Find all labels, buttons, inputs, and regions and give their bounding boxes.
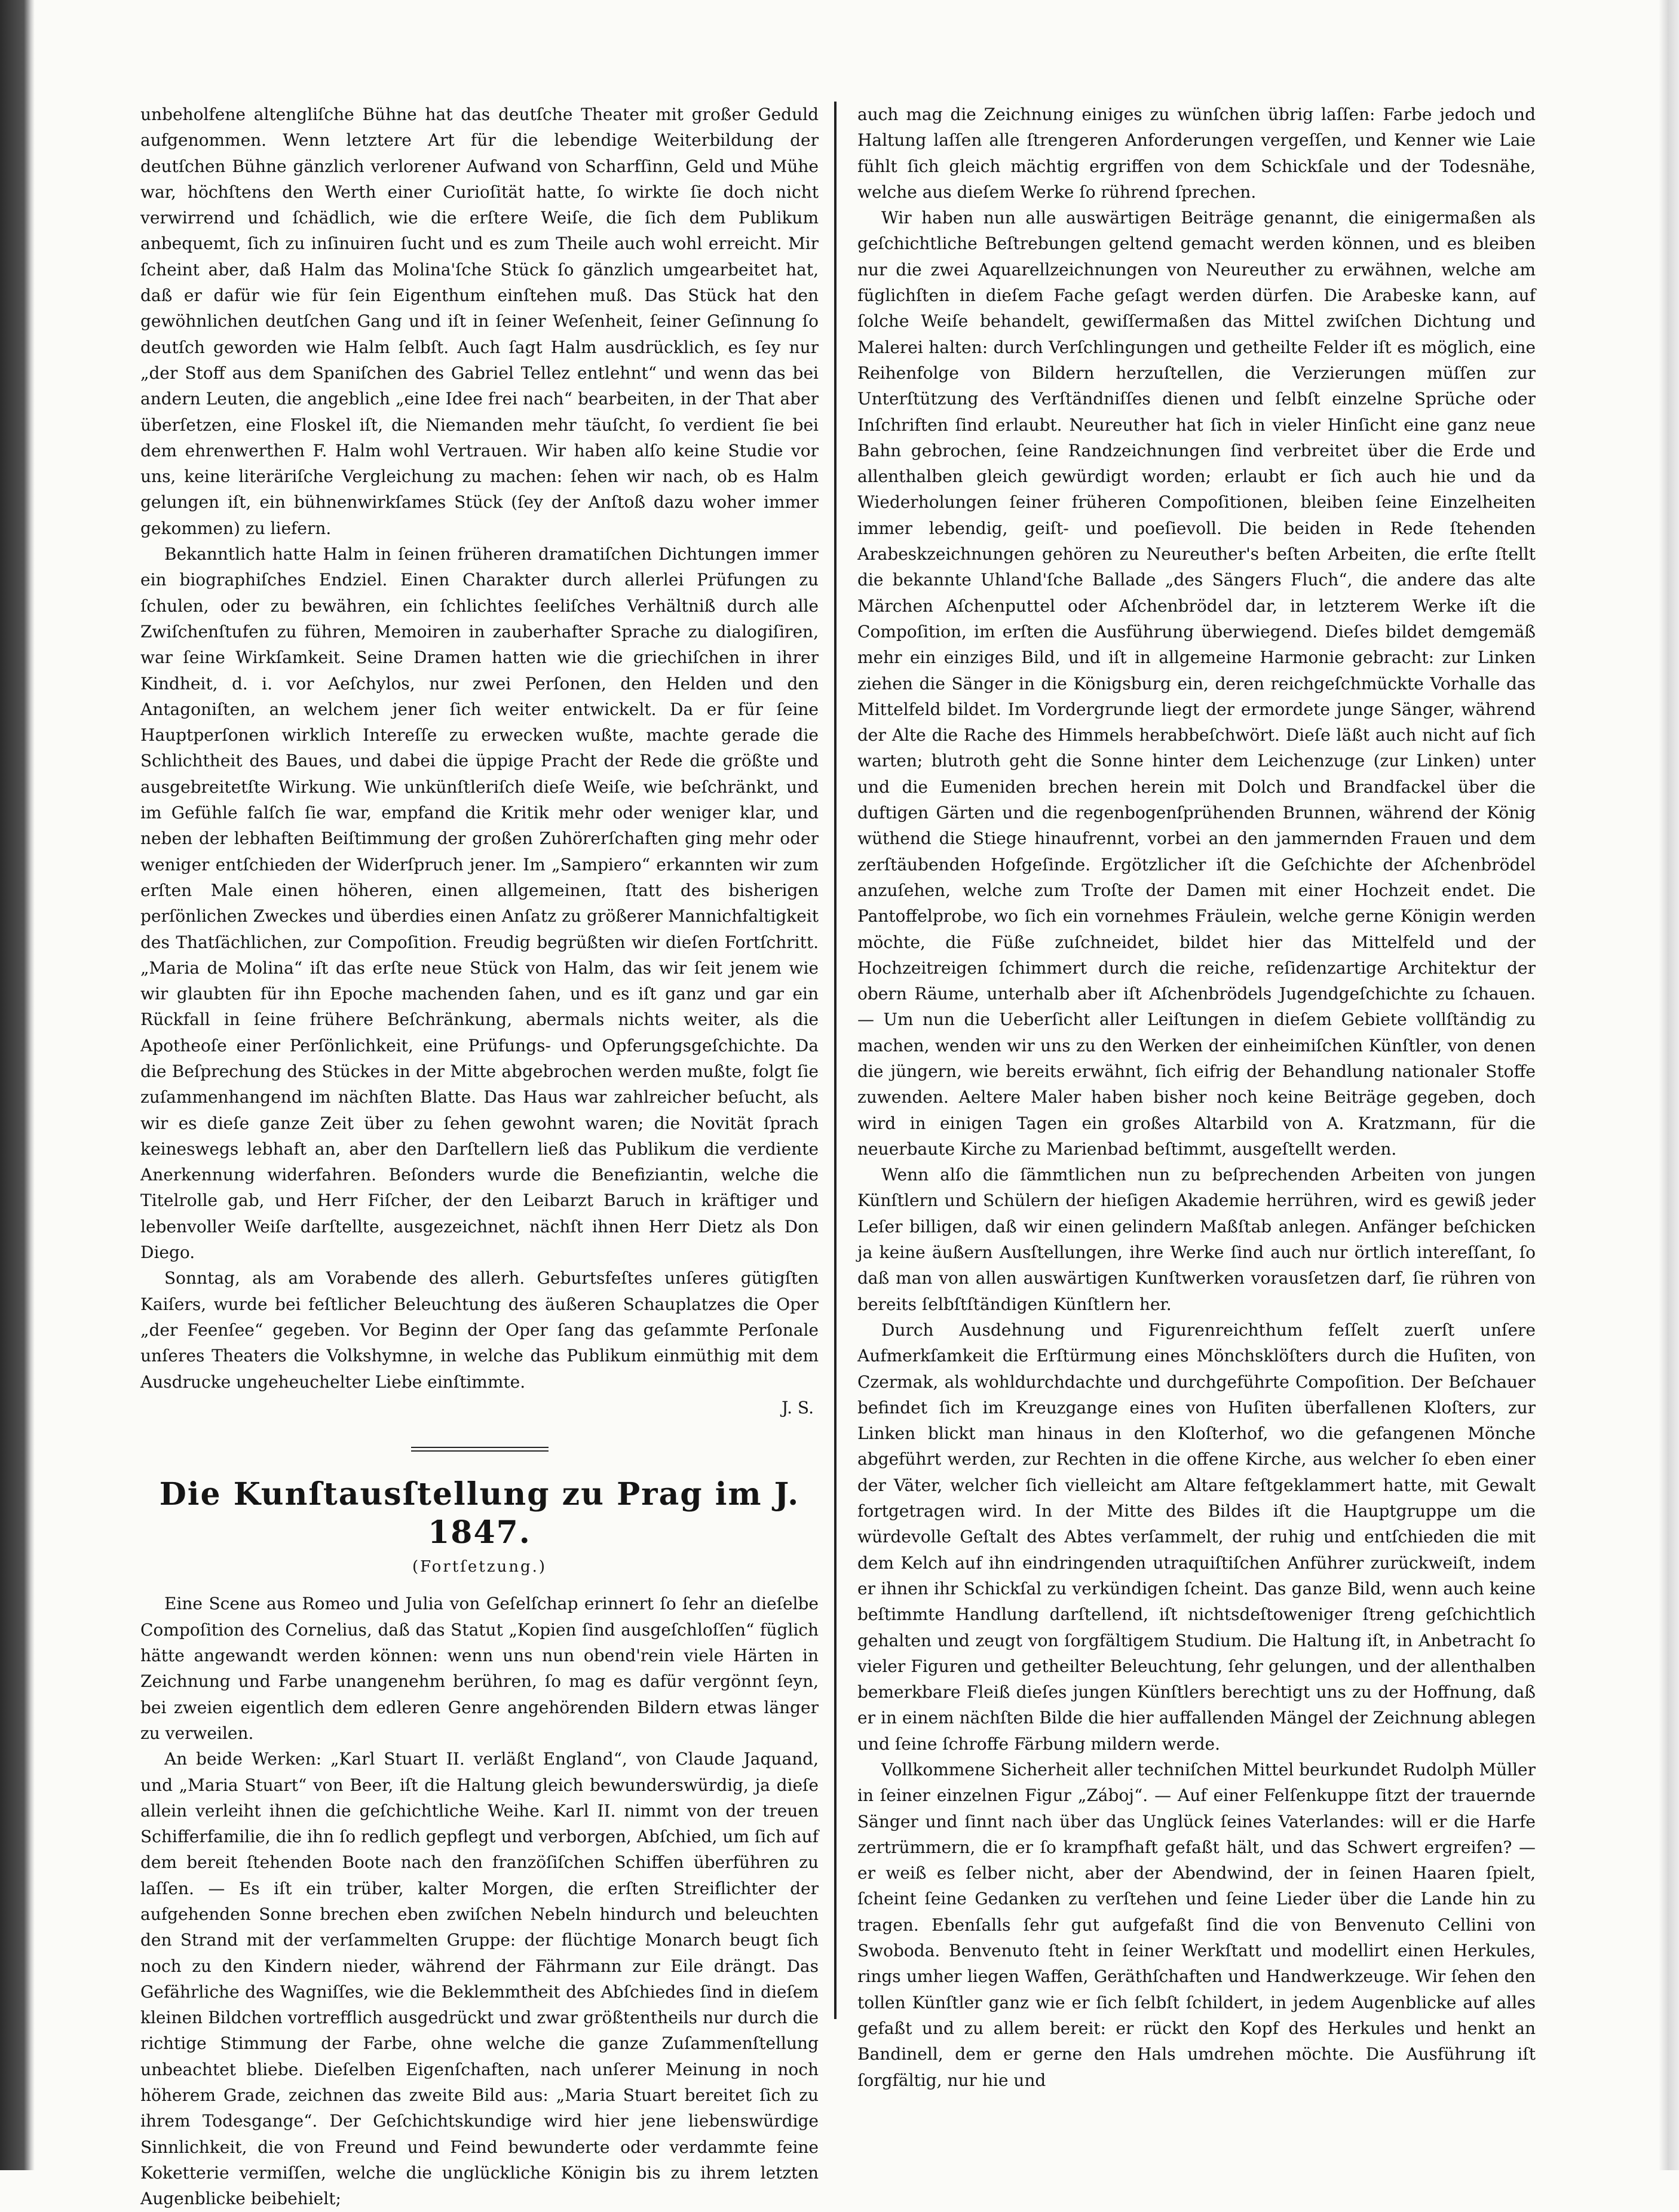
section-separator <box>411 1447 549 1452</box>
article-paragraph: An beide Werken: „Karl Stuart II. verläßt England“, von Claude Jaquand, und „Maria Stuart“ von Beer, iſt die Haltung gleich bewunderswürdig, ja dieſe allein verleiht ihnen die geſchichtliche Weihe. Karl II. nimmt von der treuen Schifferfamilie, die ihn ſo redlich gepflegt und verborgen, Abſchied, um ſich auf dem bereit ſtehenden Boote nach den franzöſiſchen Schiffen überführen zu laſſen. — Es iſt ein trüber, kalter Morgen, die erſten Streiflichter der aufgehenden Sonne brechen eben zwiſchen Nebeln hindurch und beleuchten den Strand mit der verſammelten Gruppe: der flüchtige Monarch beugt ſich noch zu den Kindern nieder, während der Fährmann zur Eile drängt. Das Gefährliche des Wagniſſes, wie die Beklemmtheit des Abſchiedes ſind in dieſem kleinen Bildchen vortrefflich ausgedrückt und zwar größtentheils nur durch die richtige Stimmung der Farbe, ohne welche die ganze Zuſammenſtellung unbeachtet bliebe. Dieſelben Eigenſchaften, nach unſerer Meinung in noch höherem Grade, zeichnen das zweite Bild aus: „Maria Stuart bereitet ſich zu ihrem Todesgange“. Der Geſchichtskundige wird hier jene liebenswürdige Sinnlichkeit, die von Freund und Feind bewunderte oder verdammte feine Koketterie vermiſſen, welche die unglückliche Königin bis zu ihrem letzten Augenblicke beibehielt; <box>140 1749 819 2209</box>
book-gutter-left <box>0 0 35 2170</box>
article-paragraph: auch mag die Zeichnung einiges zu wünſchen übrig laſſen: Farbe jedoch und Haltung laſſen alle ſtrengeren Anforderungen vergeſſen, und Kenner wie Laie fühlt ſich gleich mächtig ergriffen von dem Schickſale und der Todesnähe, welche aus dieſem Werke ſo rührend ſprechen. <box>857 105 1536 202</box>
column-divider <box>834 102 837 2019</box>
author-signature: J. S. <box>782 1397 814 1418</box>
right-column <box>857 102 1536 2090</box>
theater-review-paragraph: unbeholfene altengliſche Bühne hat das deutſche Theater mit großer Geduld aufgenommen. Wenn letztere Art für die lebendige Weiterbildung der deutſchen Bühne gänzlich verlorener Aufwand von Scharfſinn, Geld und Mühe war, höchſtens den Werth einer Curioſität hatte, ſo wirkte ſie doch nicht verwirrend und ſchädlich, wie die erſtere Weiſe, die ſich dem Publikum anbequemt, ſich zu inſinuiren ſucht und es zum Theile auch wohl erreicht. Mir ſcheint aber, daß Halm das Molina'ſche Stück ſo gänzlich umgearbeitet hat, daß er dafür wie für ſein Eigenthum einſtehen muß. Das Stück hat den gewöhnlichen deutſchen Gang und iſt in ſeiner Weſenheit, ſeiner Geſinnung ſo deutſch geworden wie Halm ſelbſt. Auch ſagt Halm ausdrücklich, es ſey nur „der Stoff aus dem Spaniſchen des Gabriel Tellez entlehnt“ und wenn das bei andern Leuten, die angeblich „eine Idee frei nach“ bearbeiten, in der That aber überſetzen, eine Floskel iſt, die Niemanden mehr täuſcht, ſo verdient ſie bei dem ehrenwerthen F. Halm wohl Vertrauen. Wir haben alſo keine Studie vor uns, keine literäriſche Vergleichung zu machen: ſehen wir nach, ob es Halm gelungen iſt, ein bühnenwirkſames Stück (ſey der Anſtoß dazu woher immer gekommen) zu liefern. <box>140 105 819 538</box>
article-paragraph: Wenn alſo die ſämmtlichen nun zu beſprechenden Arbeiten von jungen Künſtlern und Schülern der hieſigen Akademie herrühren, wird es gewiß jeder Leſer billigen, daß wir einen gelindern Maßſtab anlegen. Anfänger beſchicken ja keine äußern Ausſtellungen, ihre Werke ſind auch nur örtlich intereſſant, ſo daß man von allen auswärtigen Kunſtwerken vorausſetzen darf, ſie rühren von bereits ſelbſtſtändigen Künſtlern her. <box>857 1165 1536 1314</box>
article-headline: Die Kunſtausſtellung zu Prag im J. 1847. <box>159 1476 800 1551</box>
theater-review-paragraph: Sonntag, als am Vorabende des allerh. Geburtsfeſtes unſeres gütigſten Kaiſers, wurde bei feſtlicher Beleuchtung des äußeren Schauplatzes die Oper „der Feenſee“ gegeben. Vor Beginn der Oper ſang das geſammte Perſonale unſeres Theaters die Volkshymne, in welche das Publikum einmüthig mit dem Ausdrucke ungeheuchelter Liebe einſtimmte. <box>140 1268 819 1392</box>
article-subheadline: (Fortſetzung.) <box>412 1558 547 1576</box>
page-edge-right <box>1659 0 1679 2170</box>
article-paragraph: Vollkommene Sicherheit aller techniſchen Mittel beurkundet Rudolph Müller in ſeiner einzelnen Figur „Záboj“. — Auf einer Felſenkuppe ſitzt der trauernde Sänger und ſinnt nach über das Unglück ſeines Vaterlandes: will er die Harfe zertrümmern, die er ſo krampfhaft gefaßt hält, und das Schwert ergreifen? — er weiß es ſelber nicht, aber der Abendwind, der in ſeinen Haaren ſpielt, ſcheint ſeine Gedanken zu verſtehen und ſeine Lieder über die Lande hin zu tragen. Ebenſalls ſehr gut aufgefaßt ſind die von Benvenuto Cellini von Swoboda. Benvenuto ſteht in ſeiner Werkſtatt und modellirt einen Herkules, rings umher liegen Waffen, Geräthſchaften und Handwerkzeuge. Wir ſehen den tollen Künſtler ganz wie er ſich ſelbſt ſchildert, in jedem Augenblicke auf alles gefaßt und zu allem bereit: er rückt den Kopf des Herkules und henkt an Bandinell, dem er gerne den Hals umdrehen möchte. Die Ausführung iſt ſorgfältig, nur hie und <box>857 1760 1536 2090</box>
article-paragraph: Wir haben nun alle auswärtigen Beiträge genannt, die einigermaßen als geſchichtliche Beſtrebungen geltend gemacht werden können, und es bleiben nur die zwei Aquarellzeichnungen von Neureuther zu erwähnen, welche am füglichſten in dieſem Fache geſagt werden dürfen. Die Arabeske kann, auf ſolche Weiſe behandelt, gewiſſermaßen das Mittel zwiſchen Dichtung und Malerei halten: durch Verſchlingungen und getheilte Felder iſt es möglich, eine Reihenfolge von Bildern herzuſtellen, die Verzierungen müſſen zur Unterſtützung des Verſtändniſſes dienen und ſelbſt einzelne Sprüche oder Inſchriften ſind erlaubt. Neureuther hat ſich in vieler Hinſicht eine ganz neue Bahn gebrochen, ſeine Randzeichnungen ſind verbreitet über die Erde und allenthalben gleich gewürdigt worden; erlaubt er ſich auch hie und da Wiederholungen ſeiner früheren Compoſitionen, bleiben ſeine Einzelheiten immer lebendig, geiſt- und poeſievoll. Die beiden in Rede ſtehenden Arabeskzeichnungen gehören zu Neureuther's beſten Arbeiten, die erſte ſtellt die bekannte Uhland'ſche Ballade „des Sängers Fluch“, die andere das alte Märchen Aſchenputtel oder Aſchenbrödel dar, in letzterem Werke iſt die Compoſition, im erſten die Ausführung überwiegend. Dieſes bildet demgemäß mehr ein einziges Bild, und iſt in allgemeine Harmonie gebracht: zur Linken ziehen die Sänger in die Königsburg ein, deren reichgeſchmückte Vorhalle das Mittelfeld bildet. Im Vordergrunde liegt der ermordete junge Sänger, während der Alte die Rache des Himmels herabbeſchwört. Dieſe läßt auch nicht auf ſich warten; blutroth geht die Sonne hinter dem Leichenzuge (zur Linken) unter und die Eumeniden brechen herein mit Dolch und Brandfackel über die duftigen Gärten und die regenbogenſprühenden Brunnen, während der König wüthend die Stiege hinaufrennt, vorbei an den jammernden Frauen und dem zerſtäubenden Hofgeſinde. Ergötzlicher iſt die Geſchichte der Aſchenbrödel anzuſehen, welche zum Troſte der Damen mit einer Hochzeit endet. Die Pantoffelprobe, wo ſich ein vornehmes Fräulein, welche gerne Königin werden möchte, die Füße zuſchneidet, bildet hier das Mittelfeld und der Hochzeitreigen ſchimmert durch die reiche, reſidenzartige Architektur der obern Räume, unterhalb aber iſt Aſchenbrödels Jugendgeſchichte zu ſchauen. — Um nun die Ueberſicht aller Leiſtungen in dieſem Gebiete vollſtändig zu machen, wenden wir uns zu den Werken der einheimiſchen Künſtler, von denen die jüngern, wie bereits erwähnt, ſich eifrig der Behandlung nationaler Stoffe zuwenden. Aeltere Maler haben bisher noch keine Beiträge gegeben, doch wird in einigen Tagen ein großes Altarbild von A. Kratzmann, für die neuerbaute Kirche zu Marienbad beſtimmt, ausgeſtellt werden. <box>857 208 1536 1159</box>
theater-review-paragraph: Bekanntlich hatte Halm in ſeinen früheren dramatiſchen Dichtungen immer ein biographiſches Endziel. Einen Charakter durch allerlei Prüfungen zu ſchulen, oder zu bewähren, ein ſchlichtes ſeeliſches Verhältniß durch alle Zwiſchenſtufen zu führen, Memoiren in zauberhafter Sprache zu dialogiſiren, war ſeine Wirkſamkeit. Seine Dramen hatten wie die griechiſchen in ihrer Kindheit, d. i. vor Aeſchylos, nur zwei Perſonen, den Helden und den Antagoniſten, an welchem jener ſich weiter entwickelt. Da er für ſeine Hauptperſonen wirklich Intereſſe zu erwecken wußte, machte gerade die Schlichtheit des Baues, und dabei die üppige Pracht der Rede die größte und ausgebreitetſte Wirkung. Wie unkünſtleriſch dieſe Weiſe, wie beſchränkt, und im Gefühle falſch ſie war, empfand die Kritik mehr oder weniger klar, und neben der lebhaften Beiſtimmung der großen Zuhörerſchaften ging mehr oder weniger entſchieden der Widerſpruch jener. Im „Sampiero“ erkannten wir zum erſten Male einen höheren, einen allgemeinen, ſtatt des bisherigen perſönlichen Zweckes und überdies einen Anſatz zu größerer Mannichfaltigkeit des Thatſächlichen, zur Compoſition. Freudig begrüßten wir dieſen Fortſchritt. „Maria de Molina“ iſt das erſte neue Stück von Halm, das wir ſeit jenem wie wir glaubten für ihn Epoche machenden ſahen, und es iſt ganz und gar ein Rückfall in ſeine frühere Beſchränkung, abermals nichts weiter, als die Apotheoſe einer Perſönlichkeit, eine Prüfungs- und Opferungsgeſchichte. Da die Beſprechung des Stückes in der Mitte abgebrochen werden mußte, folgt ſie zuſammenhangend im nächſten Blatte. Das Haus war zahlreicher beſucht, als wir es dieſe ganze Zeit über zu ſehen gewohnt waren; die Novität ſprach keineswegs lebhaft an, aber den Darſtellern ließ das Publikum die verdiente Anerkennung widerfahren. Beſonders wurde die Benefiziantin, welche die Titelrolle gab, und Herr Fiſcher, der den Leibarzt Baruch in kräftiger und lebenvoller Weiſe darſtellte, ausgezeichnet, nächſt ihnen Herr Dietz als Don Diego. <box>140 544 819 1263</box>
left-column <box>140 102 819 2209</box>
article-paragraph: Eine Scene aus Romeo und Julia von Geſelſchap erinnert ſo ſehr an dieſelbe Compoſition des Cornelius, daß das Statut „Kopien ſind ausgeſchloſſen“ füglich hätte angewandt werden können: wenn uns nun obend'rein viele Härten in Zeichnung und Farbe unangenehm berühren, ſo mag es dafür vergönnt ſeyn, bei zweien eigentlich dem edleren Genre angehörenden Bildern etwas länger zu verweilen. <box>140 1594 819 1743</box>
article-paragraph: Durch Ausdehnung und Figurenreichthum feſſelt zuerſt unſere Aufmerkſamkeit die Erſtürmung eines Mönchsklöſters durch die Huſiten, von Czermak, als wohldurchdachte und durchgeführte Compoſition. Der Beſchauer befindet ſich im Kreuzgange eines von Huſiten überfallenen Kloſters, zur Linken blickt man hinaus in den Kloſterhof, wo die gefangenen Mönche abgeführt werden, zur Rechten in die offene Kirche, aus welcher ſo eben einer der Väter, welcher ſich vielleicht am Altare feſtgeklammert hatte, mit Gewalt fortgetragen wird. In der Mitte des Bildes iſt die Hauptgruppe um die würdevolle Geſtalt des Abtes verſammelt, der ruhig und entſchieden die mit dem Kelch auf ihn eindringenden utraquiſtiſchen Anführer zurückweiſt, indem er ihnen ihr Schickſal zu verkündigen ſcheint. Das ganze Bild, wenn auch keine beſtimmte Handlung darſtellend, iſt nichtsdeſtoweniger ſtreng geſchichtlich gehalten und zeugt von ſorgfältigem Studium. Die Haltung iſt, in Anbetracht ſo vieler Figuren und getheilter Beleuchtung, ſehr gelungen, und der allenthalben bemerkbare Fleiß dieſes jungen Künſtlers berechtigt uns zu der Hoffnung, daß er in einem nächſten Bilde die hier auffallenden Mängel der Zeichnung ablegen und ſeine ſchroffe Färbung mildern werde. <box>857 1320 1536 1754</box>
